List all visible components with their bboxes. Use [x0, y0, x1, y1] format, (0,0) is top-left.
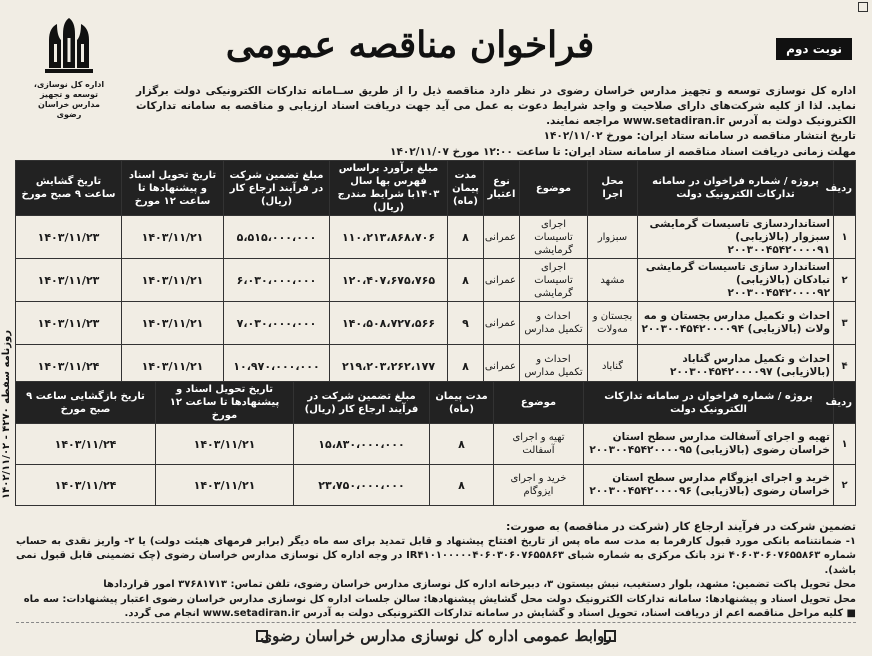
header-guarantee: مبلغ تضمین شرکت در فرآیند ارجاع کار (ریال): [294, 382, 430, 424]
intro-lead: اداره کل نوسازی توسعه و تجهیز مدارس خراسان رضوی: [556, 85, 856, 97]
opening-date-cell: ۱۴۰۳/۱۱/۲۳: [16, 216, 122, 259]
guarantee-item-4: ■ کلیه مراحل مناقصه اعم از دریافت اسناد، تحویل اسناد و گشایش در سامانه تدارکات الکترونیکی دولت به آدرس www.setadiran.ir انجام می گردد.: [124, 608, 856, 619]
document-deadline: مهلت زمانی دریافت اسناد مناقصه از سامانه ستاد ایران: تا ساعت ۱۲:۰۰ مورخ ۱۴۰۲/۱۱/۰۷: [390, 146, 856, 158]
guarantee-cell: ۲۳،۷۵۰،۰۰۰،۰۰۰: [294, 465, 430, 506]
table-row: [16, 465, 856, 506]
credit-type-cell: عمرانی: [484, 302, 520, 345]
location-cell: مشهد: [588, 259, 638, 302]
opening-date-cell: ۱۴۰۳/۱۱/۲۴: [16, 465, 156, 506]
edition-badge: نوبت دوم: [776, 38, 852, 60]
duration-cell: ۸: [448, 259, 484, 302]
publish-date: تاریخ انتشار مناقصه در سامانه ستاد ایران: مورخ ۱۴۰۲/۱۱/۰۲: [543, 130, 856, 142]
row-number: ۱: [834, 216, 856, 259]
header-subject: موضوع: [494, 382, 584, 424]
project-cell: احداث و تکمیل مدارس گناباد (بالازیابی) ۲۰۰۳۰۰۴۵۴۲۰۰۰۰۹۷: [638, 345, 834, 388]
guarantee-cell: ۵،۵۱۵،۰۰۰،۰۰۰: [224, 216, 330, 259]
table-header-row: [16, 161, 856, 216]
delivery-date-cell: ۱۴۰۳/۱۱/۲۱: [122, 345, 224, 388]
delivery-date-cell: ۱۴۰۳/۱۱/۲۱: [122, 259, 224, 302]
logo-caption-line1: اداره کل نوسازی، توسعه و تجهیز: [33, 80, 105, 99]
guarantee-section: [16, 520, 856, 622]
row-number: ۱: [834, 424, 856, 465]
projects-table: [15, 160, 856, 388]
project-cell: استاندارد سازی تاسیسات گرمایشی تبادکان (بالازیابی) ۲۰۰۳۰۰۴۵۴۲۰۰۰۰۹۲: [638, 259, 834, 302]
logo: [26, 14, 112, 119]
subject-cell: احداث و تکمیل مدارس: [520, 302, 588, 345]
project-cell: خرید و اجرای ایزوگام مدارس سطح استان خراسان رضوی (بالازیابی) ۲۰۰۳۰۰۴۵۴۲۰۰۰۰۹۶: [584, 465, 834, 506]
procurement-table: [15, 381, 856, 506]
header-delivery-date: تاریخ تحویل اسناد و پیشنهادها تا ساعت ۱۲ مورخ: [156, 382, 294, 424]
header-row-number: ردیف: [834, 382, 856, 424]
footer-text: روابط عمومی اداره کل نوسازی مدارس خراسان رضوی: [260, 627, 612, 645]
duration-cell: ۸: [430, 465, 494, 506]
opening-date-cell: ۱۴۰۳/۱۱/۲۴: [16, 345, 122, 388]
delivery-date-cell: ۱۴۰۳/۱۱/۲۱: [156, 424, 294, 465]
table-header-row: [16, 382, 856, 424]
side-strip-text: روزنامه سفطه ۴۲۷۰ - ۱۴۰۲/۱۱/۰۲: [1, 330, 12, 499]
opening-date-cell: ۱۴۰۳/۱۱/۲۳: [16, 259, 122, 302]
education-renovation-logo-icon: [37, 14, 101, 78]
subject-cell: تهیه و اجرای آسفالت: [494, 424, 584, 465]
guarantee-heading: تضمین شرکت در فرآیند ارجاع کار (شرکت در مناقصه) به صورت:: [505, 520, 856, 533]
logo-caption: [26, 80, 112, 120]
credit-type-cell: عمرانی: [484, 216, 520, 259]
intro-text: در نظر دارد مناقصه ذیل را از طریق ســامانه تدارکات الکترونیکی دولت برگزار نماید. لذا از کلیه شرکت‌های دارای صلاحیت و واجد شرایط دعوت به عمل می آید جهت دریافت اسناد ارزیابی و مناقصه به سامانه تدارکات الکترونیک دولت به آدرس www.setadiran.ir مراجعه نمایند.: [136, 85, 856, 127]
guarantee-cell: ۱۰،۹۷۰،۰۰۰،۰۰۰: [224, 345, 330, 388]
guarantee-cell: ۱۵،۸۳۰،۰۰۰،۰۰۰: [294, 424, 430, 465]
guarantee-cell: ۷،۰۳۰،۰۰۰،۰۰۰: [224, 302, 330, 345]
header-delivery-date: تاریخ تحویل اسناد و پیشنهادها تا ساعت ۱۲ مورخ: [122, 161, 224, 216]
duration-cell: ۸: [448, 216, 484, 259]
row-number: ۲: [834, 465, 856, 506]
subject-cell: خرید و اجرای ایزوگام: [494, 465, 584, 506]
table-row: [16, 302, 856, 345]
estimate-cell: ۱۱۰،۲۱۳،۸۶۸،۷۰۶: [330, 216, 448, 259]
delivery-date-cell: ۱۴۰۳/۱۱/۲۱: [122, 216, 224, 259]
project-cell: احداث و تکمیل مدارس بجستان و مه ولات (بالازیابی) ۲۰۰۳۰۰۴۵۴۲۰۰۰۰۹۴: [638, 302, 834, 345]
location-cell: بجستان و مه‌ولات: [588, 302, 638, 345]
tender-dates: [16, 128, 856, 160]
estimate-cell: ۱۲۰،۴۰۷،۶۷۵،۷۶۵: [330, 259, 448, 302]
header-project: پروژه / شماره فراخوان در سامانه تدارکات الکترونیک دولت: [584, 382, 834, 424]
duration-cell: ۸: [430, 424, 494, 465]
opening-date-cell: ۱۴۰۳/۱۱/۲۴: [16, 424, 156, 465]
duration-cell: ۸: [448, 345, 484, 388]
guarantee-item-2: محل تحویل پاکت تضمین: مشهد، بلوار دستغیب، نبش بیستون ۳، دبیرخانه اداره کل نوسازی مدارس خراسان رضوی، تلفن تماس: ۳۷۶۸۱۷۱۳ امور قراردادها: [103, 579, 856, 590]
location-cell: گناباد: [588, 345, 638, 388]
row-number: ۴: [834, 345, 856, 388]
guarantee-item-3: محل تحویل اسناد و پیشنهادها: سامانه تدارکات الکترونیک دولت محل گشایش پیشنهادها: سالن جلسات اداره کل نوسازی مدارس خراسان رضوی اعتبار پیشنهادات: سه ماه: [23, 593, 856, 605]
location-cell: سبزوار: [588, 216, 638, 259]
project-cell: تهیه و اجرای آسفالت مدارس سطح استان خراسان رضوی (بالازیابی) ۲۰۰۳۰۰۴۵۴۲۰۰۰۰۹۵: [584, 424, 834, 465]
credit-type-cell: عمرانی: [484, 259, 520, 302]
estimate-cell: ۱۴۰،۵۰۸،۷۲۷،۵۶۶: [330, 302, 448, 345]
row-number: ۲: [834, 259, 856, 302]
header-guarantee: مبلغ تضمین شرکت در فرآیند ارجاع کار (ریال): [224, 161, 330, 216]
project-cell: استانداردسازی تاسیسات گرمایشی سبزوار (بالازیابی) ۲۰۰۳۰۰۴۵۴۲۰۰۰۰۹۱: [638, 216, 834, 259]
guarantee-item-1: ۱- ضمانتنامه بانکی مورد قبول کارفرما به مدت سه ماه پس از تاریخ افتتاح پیشنهاد و قابل تمدید برای سه ماه دیگر (برابر فرمهای هیئت دولت) یا ۲- واریز نقدی به حساب شماره ۴۰۶۰۳۰۶۰۷۶۵۵۸۶۳ نزد بانک مرکزی به شماره شبای IR۴۱۰۱۰۰۰۰۰۴۰۶۰۳۰۶۰۷۶۵۵۸۶۳ در وجه اداره کل نوسازی مدارس خراسان رضوی (چک تضمینی قابل قبول نمی باشد).: [16, 535, 857, 576]
table-row: [16, 424, 856, 465]
header-estimate: مبلغ برآورد براساس فهرس بها سال ۱۴۰۳با شرایط مندرج (ریال): [330, 161, 448, 216]
credit-type-cell: عمرانی: [484, 345, 520, 388]
header-opening-date: تاریخ بازگشایی ساعت ۹ صبح مورخ: [16, 382, 156, 424]
corner-crop-mark: [858, 2, 868, 12]
duration-cell: ۹: [448, 302, 484, 345]
subject-cell: احداث و تکمیل مدارس: [520, 345, 588, 388]
subject-cell: اجرای تاسیسات گرمایشی: [520, 259, 588, 302]
header-opening-date: تاریخ گشایش ساعت ۹ صبح مورخ: [16, 161, 122, 216]
guarantee-cell: ۶،۰۳۰،۰۰۰،۰۰۰: [224, 259, 330, 302]
logo-caption-line2: مدارس خراسان رضوی: [38, 100, 100, 119]
opening-date-cell: ۱۴۰۳/۱۱/۲۳: [16, 302, 122, 345]
table-row: [16, 216, 856, 259]
header-subject: موضوع: [520, 161, 588, 216]
page-title: فراخوان مناقصه عمومی: [225, 24, 595, 66]
side-strip: [0, 330, 16, 540]
footer: [16, 622, 856, 648]
estimate-cell: ۲۱۹،۲۰۳،۲۶۲،۱۷۷: [330, 345, 448, 388]
delivery-date-cell: ۱۴۰۳/۱۱/۲۱: [156, 465, 294, 506]
header-credit-type: نوع اعتبار: [484, 161, 520, 216]
header-row-number: ردیف: [834, 161, 856, 216]
intro-paragraph: [136, 84, 856, 129]
header-duration: مدت پیمان (ماه): [430, 382, 494, 424]
header-duration: مدت پیمان (ماه): [448, 161, 484, 216]
header-location: محل اجرا: [588, 161, 638, 216]
delivery-date-cell: ۱۴۰۳/۱۱/۲۱: [122, 302, 224, 345]
row-number: ۳: [834, 302, 856, 345]
table-row: [16, 259, 856, 302]
header-project: پروژه / شماره فراخوان در سامانه تدارکات الکترونیک دولت: [638, 161, 834, 216]
subject-cell: اجرای تاسیسات گرمایشی: [520, 216, 588, 259]
